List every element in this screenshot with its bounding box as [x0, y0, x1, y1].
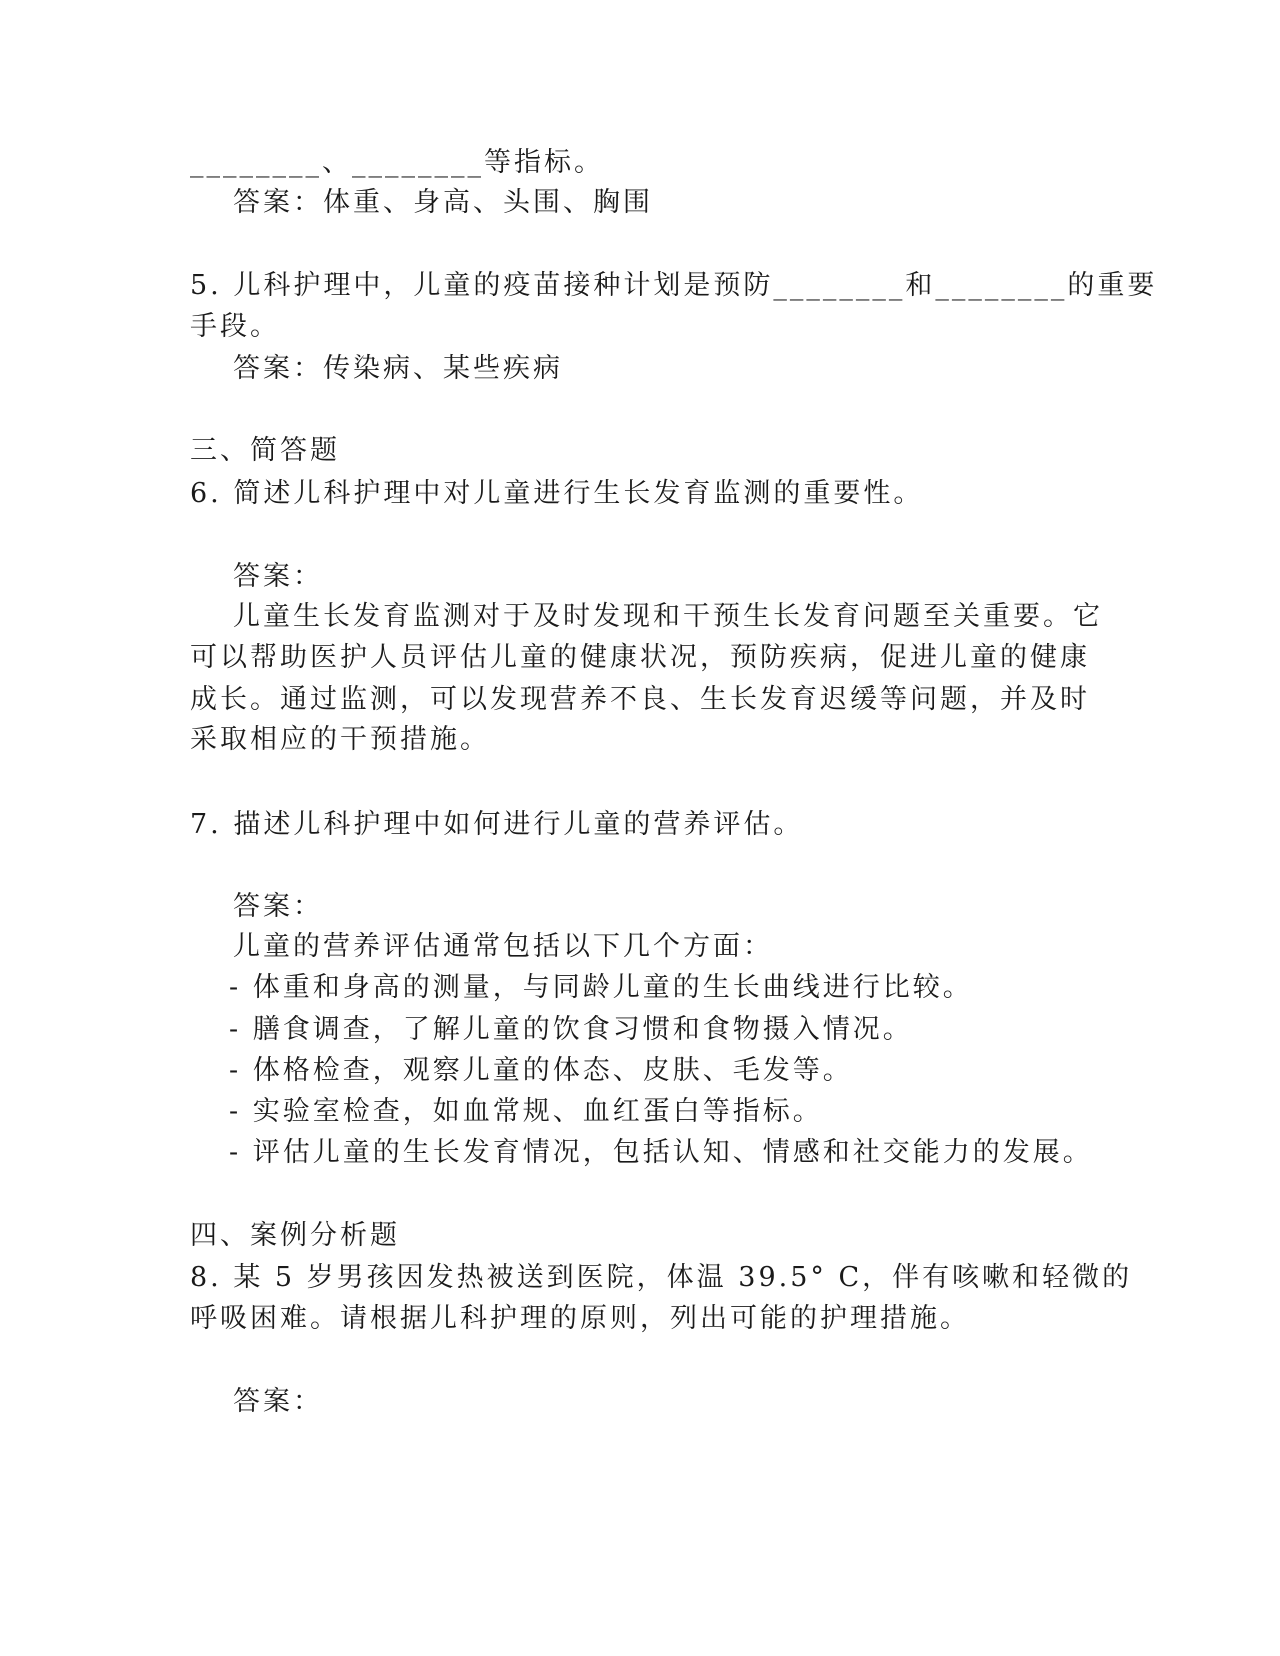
question-8-continuation: 呼吸困难。请根据儿科护理的原则，列出可能的护理措施。	[190, 1303, 970, 1334]
answer-7-list-item: - 膳食调查，了解儿童的饮食习惯和食物摄入情况。	[229, 1014, 913, 1045]
answer-6-paragraph-line: 成长。通过监测，可以发现营养不良、生长发育迟缓等问题，并及时	[190, 684, 1090, 715]
question-8: 8. 某 5 岁男孩因发热被送到医院，体温 39.5° C，伴有咳嗽和轻微的	[190, 1262, 1133, 1293]
answer-7-list-item: - 体格检查，观察儿童的体态、皮肤、毛发等。	[229, 1055, 853, 1086]
question-5-continuation: 手段。	[190, 311, 280, 342]
section-heading-short-answer: 三、简答题	[190, 435, 340, 466]
answer-6-label: 答案：	[233, 561, 323, 592]
answer-7-list-item: - 体重和身高的测量，与同龄儿童的生长曲线进行比较。	[229, 972, 973, 1003]
answer-7-intro: 儿童的营养评估通常包括以下几个方面：	[233, 931, 773, 962]
answer-6-paragraph-line: 儿童生长发育监测对于及时发现和干预生长发育问题至关重要。它	[233, 601, 1103, 632]
question-6: 6. 简述儿科护理中对儿童进行生长发育监测的重要性。	[190, 478, 924, 509]
answer-7-label: 答案：	[233, 891, 323, 922]
answer-7-list-item: - 实验室检查，如血常规、血红蛋白等指标。	[229, 1096, 823, 1127]
answer-6-paragraph-line: 采取相应的干预措施。	[190, 724, 490, 755]
answer-5: 答案：传染病、某些疾病	[233, 353, 563, 384]
answer-6-paragraph-line: 可以帮助医护人员评估儿童的健康状况，预防疾病，促进儿童的健康	[190, 642, 1090, 673]
answer-8-label: 答案：	[233, 1386, 323, 1417]
question-7: 7. 描述儿科护理中如何进行儿童的营养评估。	[190, 809, 804, 840]
fill-blank-continuation: ________、________等指标。	[190, 147, 604, 178]
question-5: 5. 儿科护理中，儿童的疫苗接种计划是预防________和________的重要	[190, 270, 1158, 301]
answer-7-list-item: - 评估儿童的生长发育情况，包括认知、情感和社交能力的发展。	[229, 1137, 1093, 1168]
answer-4: 答案：体重、身高、头围、胸围	[233, 187, 653, 218]
section-heading-case-analysis: 四、案例分析题	[190, 1220, 400, 1251]
